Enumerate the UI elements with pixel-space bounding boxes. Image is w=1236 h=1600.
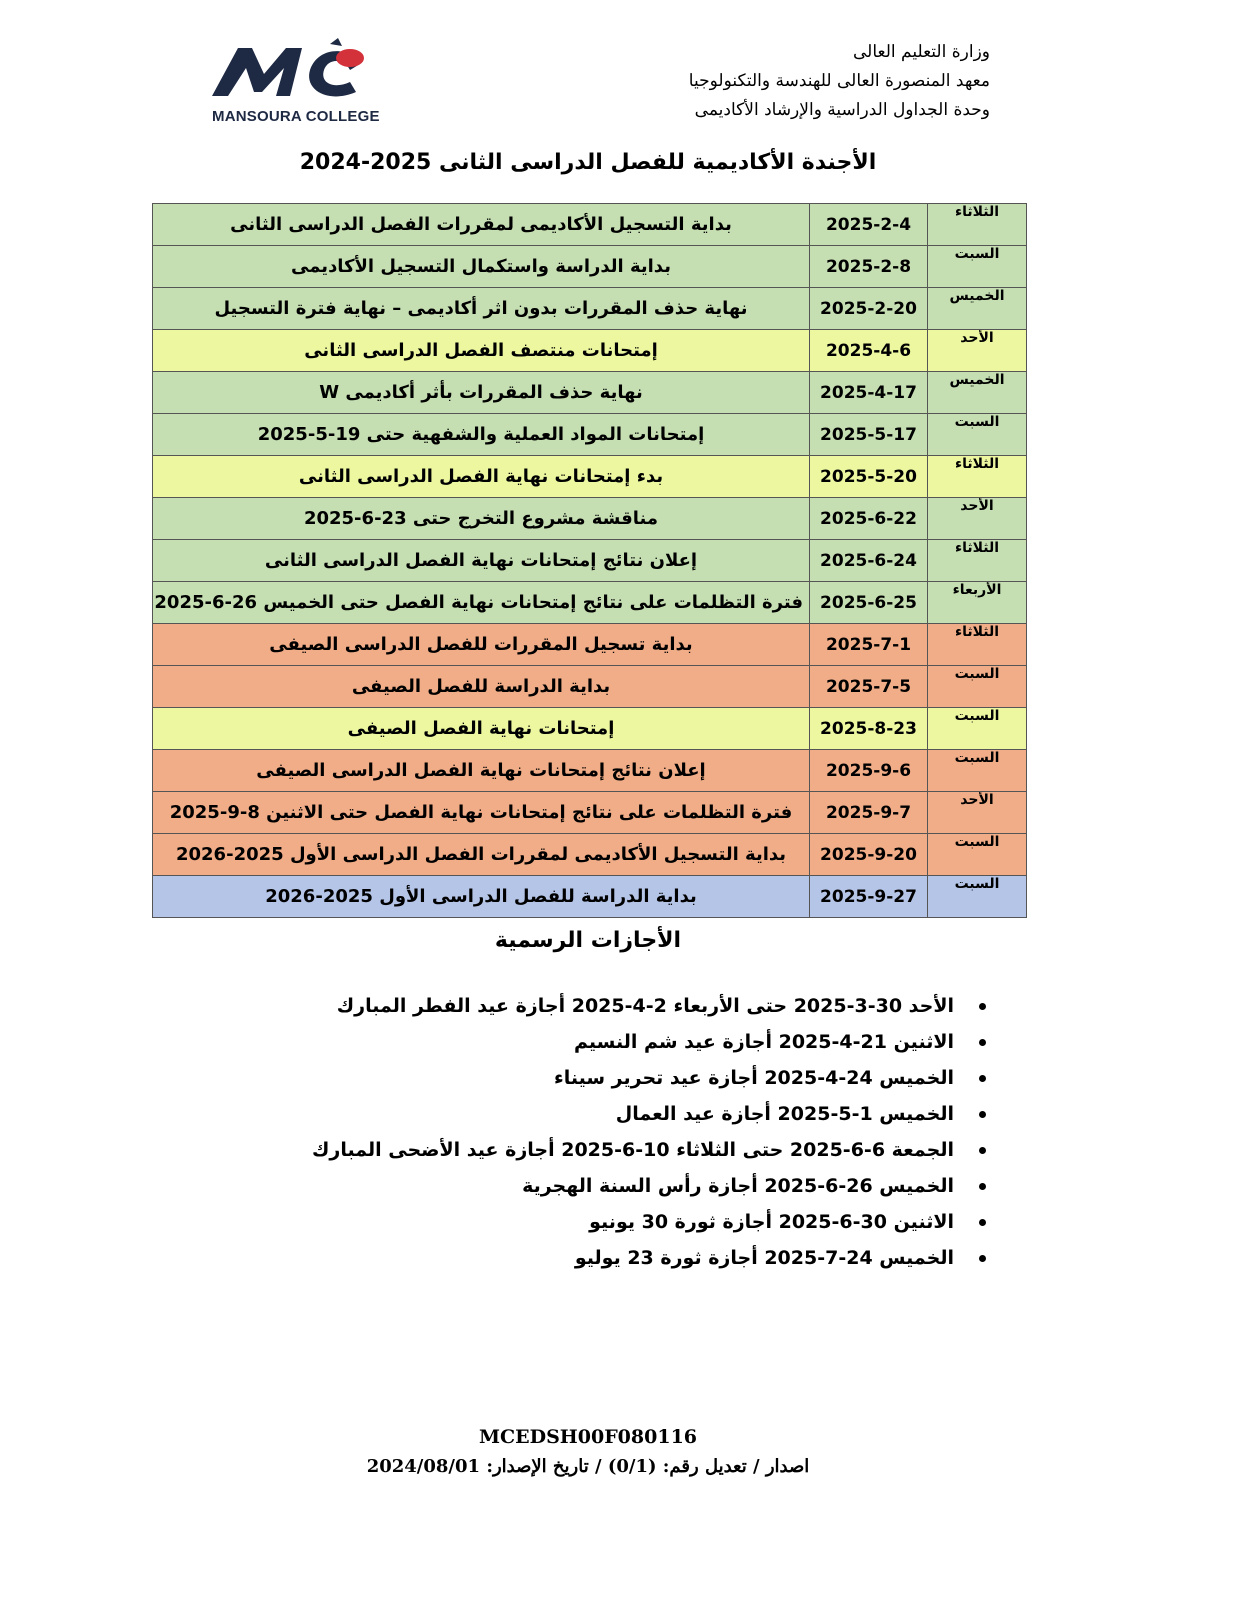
calendar-date-cell: 2025-9-27 [810, 876, 928, 918]
calendar-day-cell: السبت [928, 708, 1027, 750]
calendar-date-cell: 2025-7-5 [810, 666, 928, 708]
holiday-text: الخميس 24-4-2025 أجازة عيد تحرير سيناء [554, 1067, 954, 1089]
bullet-icon [979, 1255, 986, 1262]
calendar-day-cell: الثلاثاء [928, 456, 1027, 498]
calendar-date-cell: 2025-2-4 [810, 204, 928, 246]
calendar-day-cell: السبت [928, 834, 1027, 876]
calendar-day-cell: الأحد [928, 330, 1027, 372]
bullet-icon [979, 1003, 986, 1010]
calendar-date-cell: 2025-5-17 [810, 414, 928, 456]
calendar-event-cell: بداية تسجيل المقررات للفصل الدراسى الصيفى [153, 624, 810, 666]
holiday-item [312, 988, 986, 1024]
calendar-event-cell: فترة التظلمات على نتائج إمتحانات نهاية الفصل حتى الاثنين 8-9-2025 [153, 792, 810, 834]
calendar-event-cell: نهاية حذف المقررات بدون اثر أكاديمى – نهاية فترة التسجيل [153, 288, 810, 330]
holidays-list [312, 988, 986, 1276]
calendar-date-cell: 2025-5-20 [810, 456, 928, 498]
calendar-event-cell: بداية الدراسة للفصل الصيفى [153, 666, 810, 708]
header-line-ministry: وزارة التعليم العالى [852, 42, 990, 62]
calendar-event-cell: بدء إمتحانات نهاية الفصل الدراسى الثانى [153, 456, 810, 498]
calendar-event-cell: نهاية حذف المقررات بأثر أكاديمى W [153, 372, 810, 414]
holiday-text: الخميس 24-7-2025 أجازة ثورة 23 يوليو [574, 1247, 954, 1269]
calendar-row [153, 246, 1027, 288]
calendar-event-cell: إمتحانات نهاية الفصل الصيفى [153, 708, 810, 750]
holiday-item [312, 1240, 986, 1276]
calendar-day-cell: السبت [928, 414, 1027, 456]
calendar-day-cell: الأحد [928, 792, 1027, 834]
calendar-row [153, 456, 1027, 498]
holiday-text: الجمعة 6-6-2025 حتى الثلاثاء 10-6-2025 أجازة عيد الأضحى المبارك [311, 1139, 954, 1161]
calendar-day-cell: السبت [928, 666, 1027, 708]
header-line-unit: وحدة الجداول الدراسية والإرشاد الأكاديمى [694, 100, 990, 120]
holiday-text: الخميس 1-5-2025 أجازة عيد العمال [615, 1103, 954, 1125]
academic-calendar-table [152, 203, 1027, 918]
holidays-section-title: الأجازات الرسمية [494, 928, 682, 953]
calendar-row [153, 498, 1027, 540]
calendar-day-cell: السبت [928, 876, 1027, 918]
calendar-row [153, 834, 1027, 876]
holiday-text: الاثنين 30-6-2025 أجازة ثورة 30 يونيو [589, 1211, 954, 1233]
calendar-date-cell: 2025-9-7 [810, 792, 928, 834]
calendar-row [153, 750, 1027, 792]
calendar-row [153, 540, 1027, 582]
calendar-event-cell: بداية التسجيل الأكاديمى لمقررات الفصل الدراسى الثانى [153, 204, 810, 246]
calendar-date-cell: 2025-4-6 [810, 330, 928, 372]
calendar-date-cell: 2025-2-8 [810, 246, 928, 288]
calendar-day-cell: الأحد [928, 498, 1027, 540]
calendar-row [153, 372, 1027, 414]
calendar-date-cell: 2025-8-23 [810, 708, 928, 750]
calendar-event-cell: إعلان نتائج إمتحانات نهاية الفصل الدراسى الثانى [153, 540, 810, 582]
calendar-event-cell: إمتحانات المواد العملية والشفهية حتى 19-5-2025 [153, 414, 810, 456]
calendar-date-cell: 2025-9-6 [810, 750, 928, 792]
calendar-row [153, 414, 1027, 456]
page-title: الأجندة الأكاديمية للفصل الدراسى الثانى 2025-2024 [299, 150, 877, 175]
calendar-day-cell: الخميس [928, 288, 1027, 330]
calendar-row [153, 204, 1027, 246]
calendar-event-cell: إعلان نتائج إمتحانات نهاية الفصل الدراسى الصيفى [153, 750, 810, 792]
holiday-item [312, 1168, 986, 1204]
bullet-icon [979, 1039, 986, 1046]
mc-logo-mark-icon [210, 34, 380, 114]
calendar-event-cell: بداية الدراسة للفصل الدراسى الأول 2025-2026 [153, 876, 810, 918]
issue-info: اصدار / تعديل رقم: (0/1) / تاريخ الإصدار: 2024/08/01 [366, 1456, 810, 1477]
calendar-event-cell: فترة التظلمات على نتائج إمتحانات نهاية الفصل حتى الخميس 26-6-2025 [153, 582, 810, 624]
calendar-row [153, 330, 1027, 372]
bullet-icon [979, 1075, 986, 1082]
holiday-item [312, 1060, 986, 1096]
bullet-icon [979, 1111, 986, 1118]
calendar-day-cell: الثلاثاء [928, 624, 1027, 666]
calendar-day-cell: الخميس [928, 372, 1027, 414]
bullet-icon [979, 1147, 986, 1154]
calendar-date-cell: 2025-2-20 [810, 288, 928, 330]
calendar-row [153, 792, 1027, 834]
calendar-date-cell: 2025-9-20 [810, 834, 928, 876]
header-line-institute: معهد المنصورة العالى للهندسة والتكنولوجيا [688, 71, 990, 91]
calendar-day-cell: الأربعاء [928, 582, 1027, 624]
calendar-event-cell: إمتحانات منتصف الفصل الدراسى الثانى [153, 330, 810, 372]
holiday-item [312, 1024, 986, 1060]
calendar-day-cell: السبت [928, 750, 1027, 792]
document-code: MCEDSH00F080116 [478, 1426, 698, 1448]
calendar-row [153, 666, 1027, 708]
logo-caption: MANSOURA COLLEGE [212, 108, 380, 125]
calendar-row [153, 624, 1027, 666]
calendar-day-cell: الثلاثاء [928, 540, 1027, 582]
calendar-date-cell: 2025-6-25 [810, 582, 928, 624]
calendar-day-cell: السبت [928, 246, 1027, 288]
calendar-row [153, 582, 1027, 624]
calendar-date-cell: 2025-7-1 [810, 624, 928, 666]
bullet-icon [979, 1183, 986, 1190]
calendar-row [153, 288, 1027, 330]
calendar-date-cell: 2025-6-24 [810, 540, 928, 582]
bullet-icon [979, 1219, 986, 1226]
ministry-header [689, 38, 990, 125]
calendar-event-cell: مناقشة مشروع التخرج حتى 23-6-2025 [153, 498, 810, 540]
holiday-text: الأحد 30-3-2025 حتى الأربعاء 2-4-2025 أجازة عيد الفطر المبارك [336, 995, 954, 1017]
holiday-item [312, 1204, 986, 1240]
calendar-row [153, 708, 1027, 750]
holiday-text: الخميس 26-6-2025 أجازة رأس السنة الهجرية [522, 1175, 954, 1197]
calendar-row [153, 876, 1027, 918]
holiday-item [312, 1132, 986, 1168]
calendar-day-cell: الثلاثاء [928, 204, 1027, 246]
calendar-event-cell: بداية الدراسة واستكمال التسجيل الأكاديمى [153, 246, 810, 288]
calendar-event-cell: بداية التسجيل الأكاديمى لمقررات الفصل الدراسى الأول 2025-2026 [153, 834, 810, 876]
holiday-text: الاثنين 21-4-2025 أجازة عيد شم النسيم [573, 1031, 954, 1053]
calendar-date-cell: 2025-4-17 [810, 372, 928, 414]
calendar-date-cell: 2025-6-22 [810, 498, 928, 540]
calendar-table-body [153, 204, 1027, 918]
holiday-item [312, 1096, 986, 1132]
